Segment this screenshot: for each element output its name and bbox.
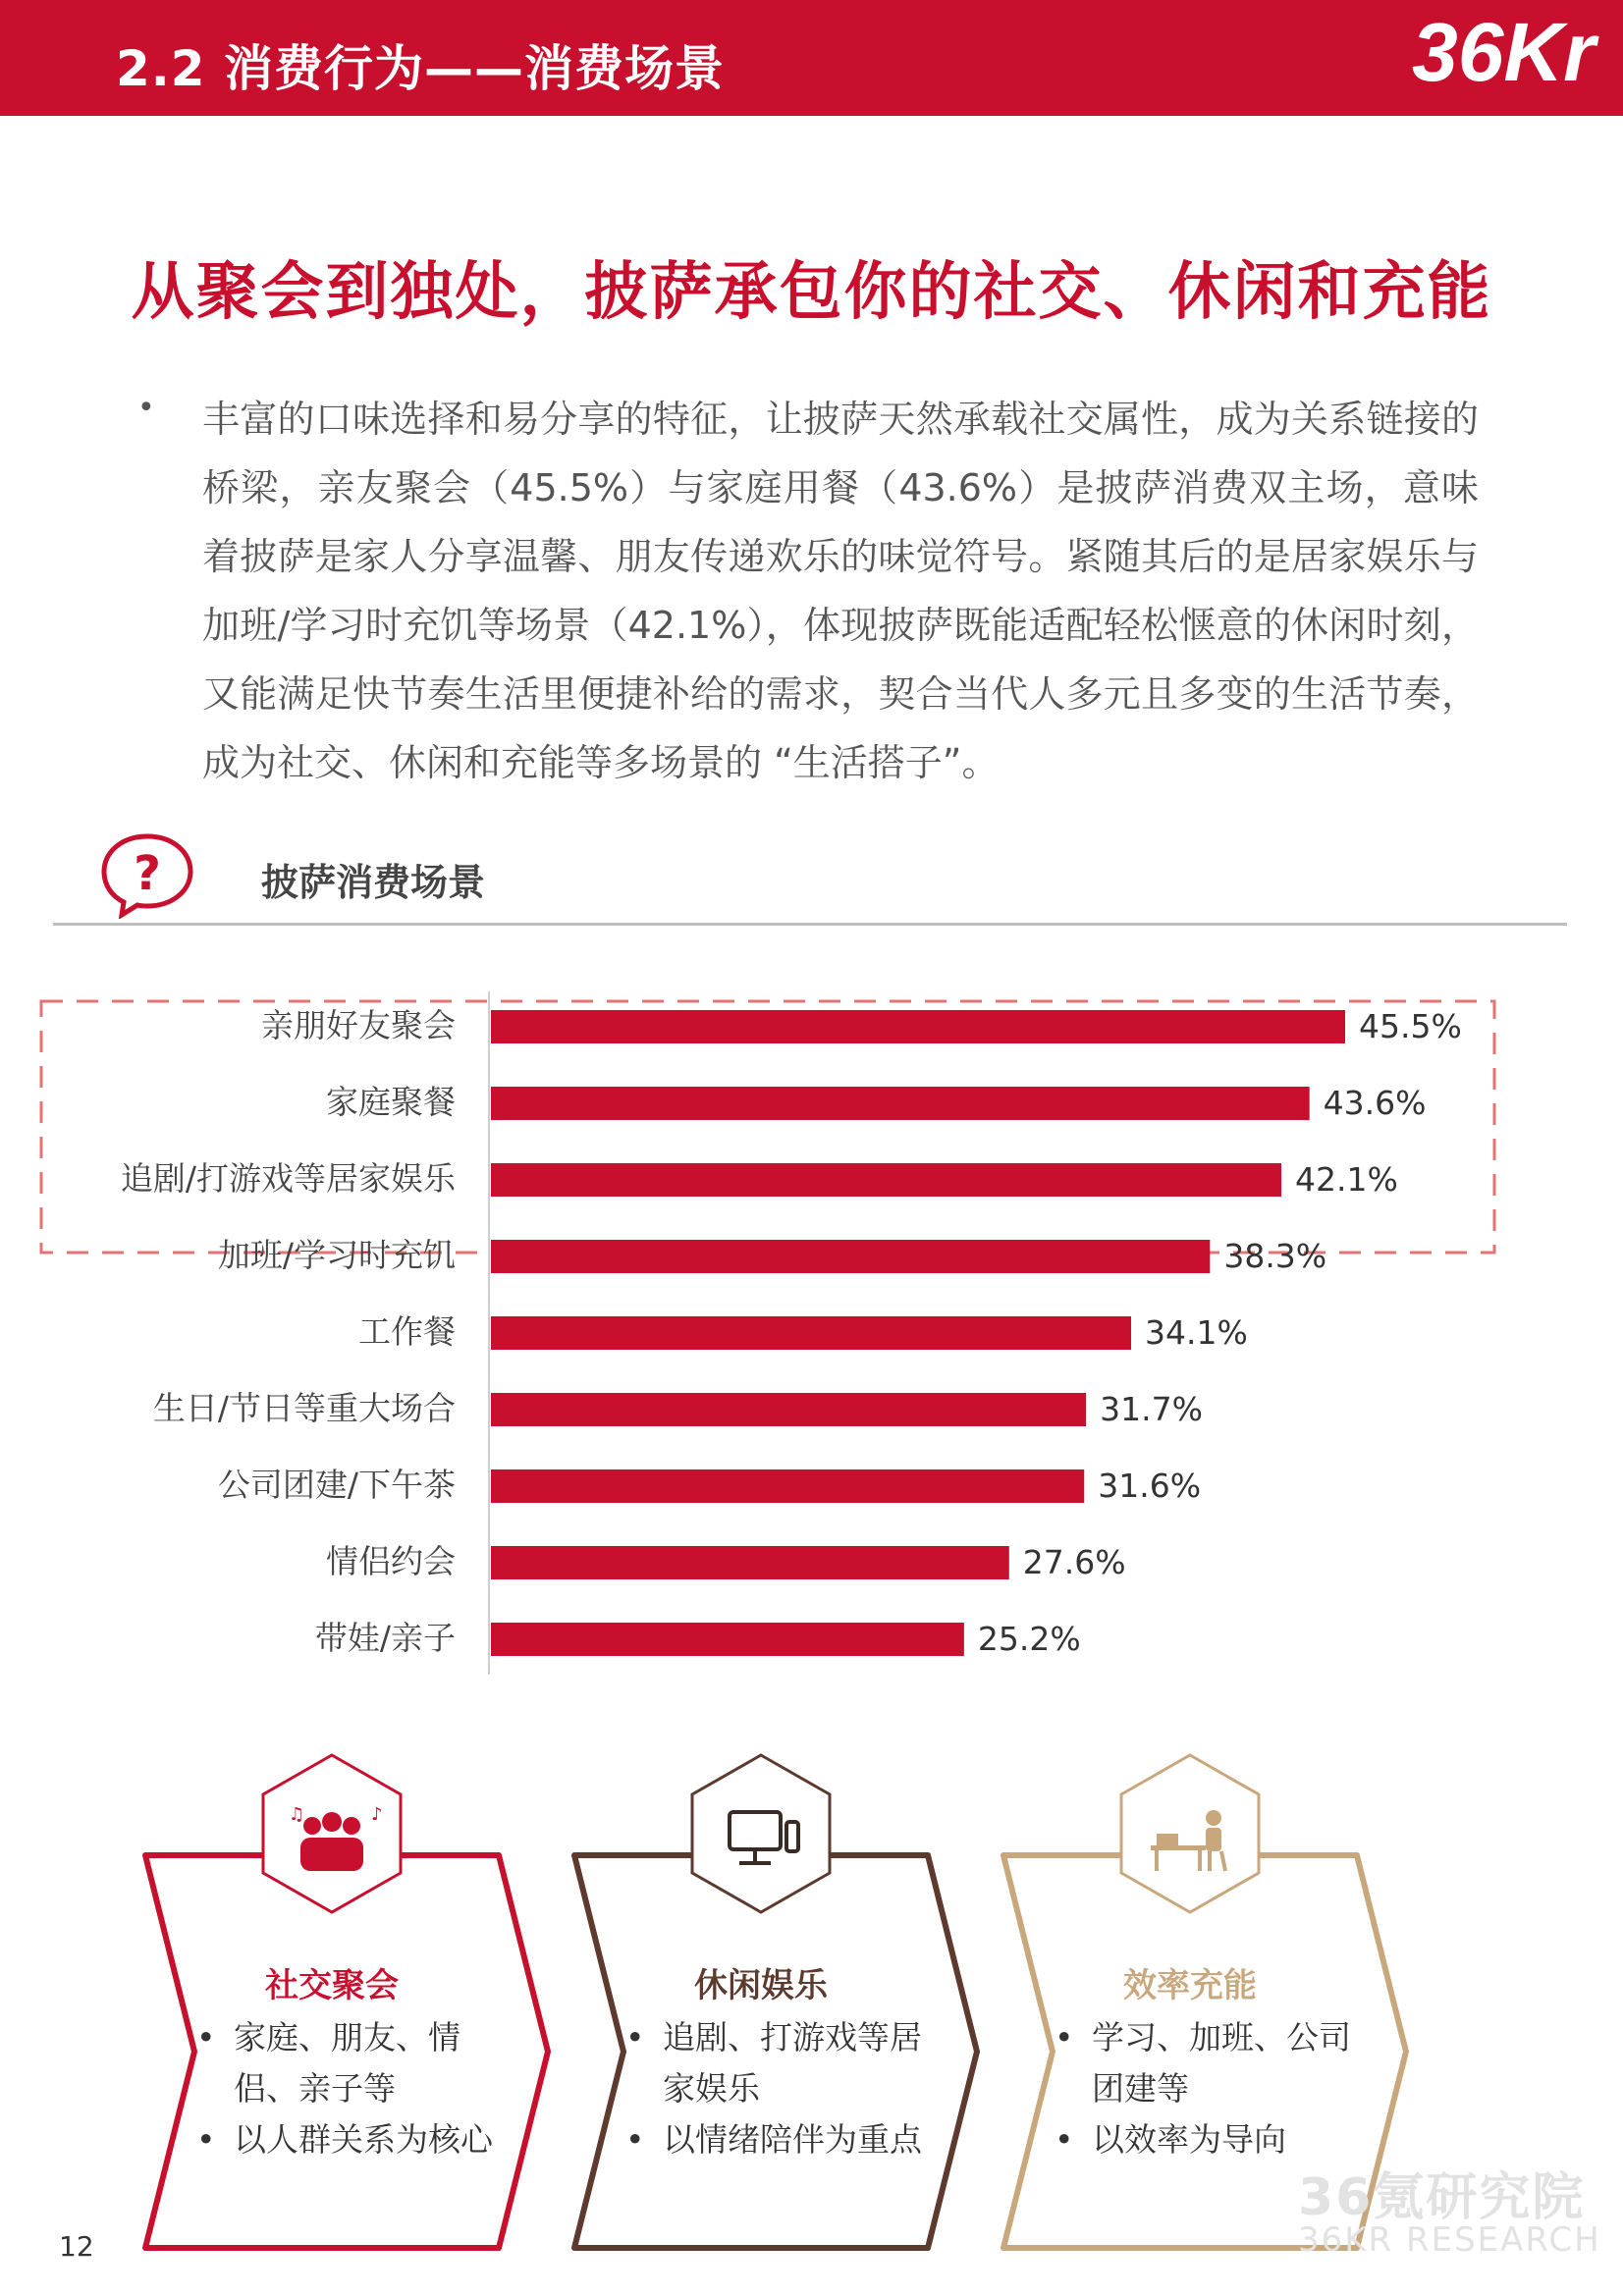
svg-text:?: ?: [134, 846, 161, 901]
bar: [491, 1393, 1086, 1426]
scenario-bar-chart: [0, 982, 1623, 1708]
category-label: 工作餐: [358, 1312, 456, 1351]
bar: [491, 1163, 1281, 1197]
watermark-subtitle: 36KR RESEARCH: [1298, 2220, 1601, 2260]
card-leisure: [535, 1747, 987, 2258]
card-bullet-item: • 追剧、打游戏等居家娱乐: [625, 2012, 940, 2114]
card-bullet-list: [196, 2012, 511, 2165]
card-title: 休闲娱乐: [694, 1966, 828, 2005]
watermark-title: 36氪研究院: [1298, 2168, 1586, 2227]
value-label: 42.1%: [1294, 1160, 1398, 1199]
card-title: 效率充能: [1123, 1966, 1257, 2005]
category-label: 加班/学习时充饥: [217, 1236, 456, 1274]
card-bullet-list: [1055, 2012, 1369, 2165]
value-label: 45.5%: [1359, 1007, 1462, 1045]
category-label: 生日/节日等重大场合: [152, 1389, 456, 1427]
svg-text:♪: ♪: [371, 1804, 383, 1825]
category-label: 亲朋好友聚会: [261, 1006, 456, 1044]
chart-section-title: 披萨消费场景: [261, 861, 486, 904]
bar: [491, 1240, 1210, 1273]
card-social: [106, 1747, 558, 2258]
card-title: 社交聚会: [265, 1966, 399, 2005]
page-number: 12: [59, 2230, 94, 2263]
brand-logo: [1404, 4, 1623, 116]
bar: [491, 1469, 1084, 1503]
card-bullet-item: • 家庭、朋友、情侣、亲子等: [196, 2012, 511, 2114]
category-label: 追剧/打游戏等居家娱乐: [120, 1159, 456, 1198]
section-heading: 2.2 消费行为——消费场景: [116, 40, 725, 97]
bullet-dot: •: [137, 391, 155, 425]
value-label: 31.7%: [1100, 1390, 1203, 1428]
logo-text: 36Kr: [1412, 6, 1596, 98]
page-headline: 从聚会到独处，披萨承包你的社交、休闲和充能: [131, 256, 1492, 329]
value-label: 25.2%: [977, 1620, 1081, 1658]
value-label: 31.6%: [1098, 1467, 1202, 1505]
value-label: 43.6%: [1323, 1084, 1427, 1122]
svg-text:♫: ♫: [289, 1804, 305, 1825]
section-divider: [53, 923, 1567, 926]
card-bullet-item: • 以效率为导向: [1055, 2114, 1369, 2165]
bar: [491, 1546, 1009, 1579]
value-label: 38.3%: [1223, 1237, 1327, 1275]
bar: [491, 1087, 1310, 1120]
bar: [491, 1623, 964, 1656]
card-bullet-item: • 学习、加班、公司团建等: [1055, 2012, 1369, 2114]
card-bullet-list: [625, 2012, 940, 2165]
summary-text: 丰富的口味选择和易分享的特征，让披萨天然承载社交属性，成为关系链接的桥梁，亲友聚会（45.5%）与家庭用餐（43.6%）是披萨消费双主场，意味着披萨是家人分享温馨、朋友传递欢乐的味觉符号。紧随其后的是居家娱乐与加班/学习时充饥等场景（42.1%），体现披萨既能适配轻松惬意的休闲时刻，又能满足快节奏生活里便捷补给的需求，契合当代人多元且多变的生活节奏，成为社交、休闲和充能等多场景的 “生活搭子”。: [202, 398, 1479, 784]
value-label: 27.6%: [1022, 1543, 1126, 1581]
category-label: 家庭聚餐: [326, 1083, 456, 1121]
card-bullet-item: • 以情绪陪伴为重点: [625, 2114, 940, 2165]
header-bar: [0, 0, 1623, 116]
question-bubble-icon: [98, 830, 196, 919]
bar: [491, 1316, 1131, 1350]
category-label: 情侣约会: [326, 1542, 456, 1580]
value-label: 34.1%: [1145, 1313, 1248, 1352]
category-label: 带娃/亲子: [314, 1619, 456, 1657]
card-bullet-item: • 以人群关系为核心: [196, 2114, 511, 2165]
bar: [491, 1010, 1345, 1043]
category-label: 公司团建/下午茶: [217, 1466, 456, 1504]
